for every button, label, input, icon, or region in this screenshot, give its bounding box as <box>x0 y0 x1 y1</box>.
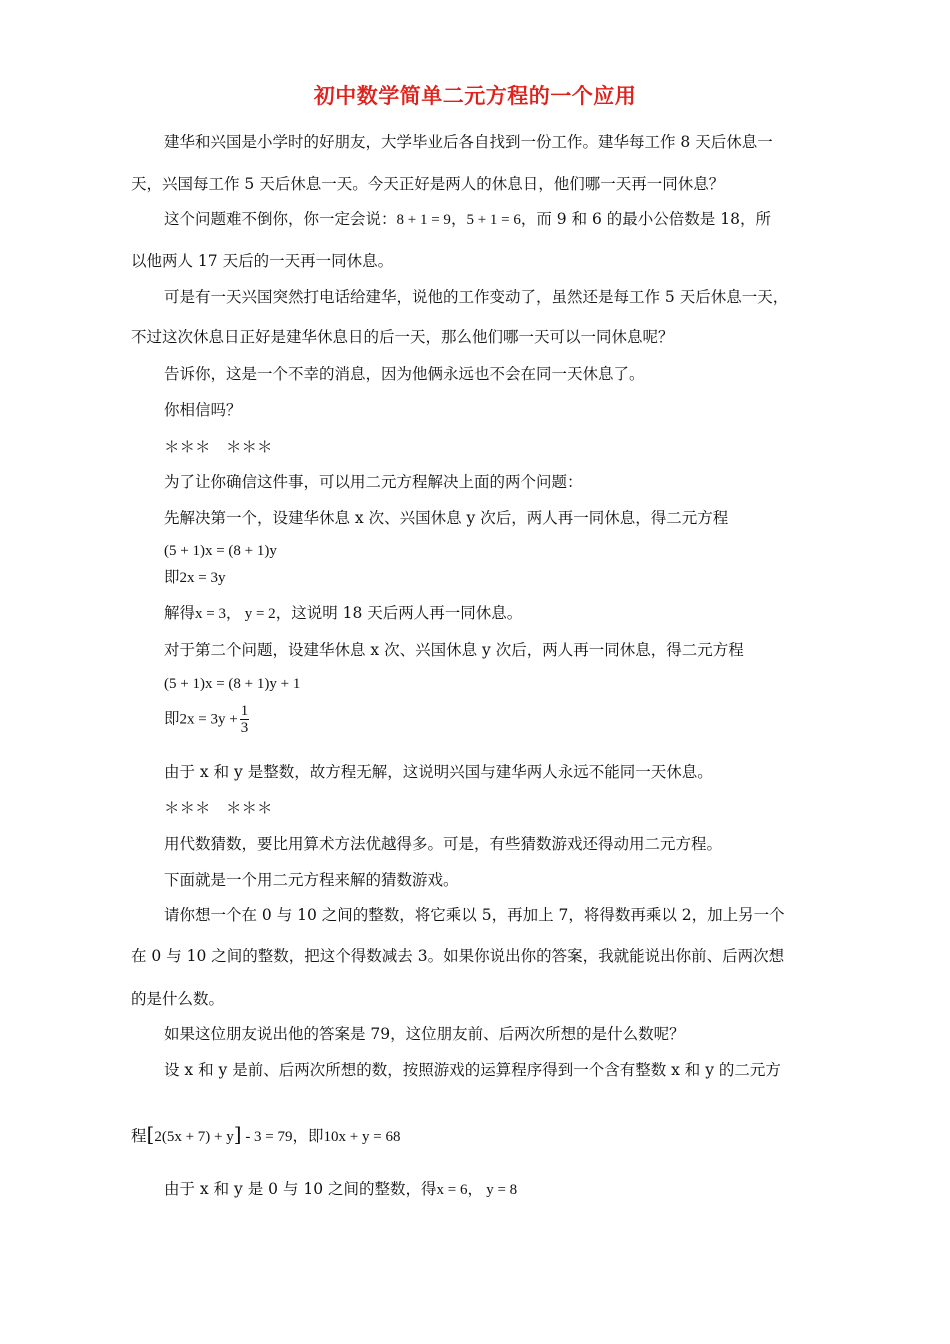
paragraph-line: 设 x 和 y 是前、后两次所想的数，按照游戏的运算程序得到一个含有整数 x 和 y 的二元方 <box>164 1061 781 1079</box>
paragraph-line: 在 0 与 10 之间的整数，把这个得数减去 3。如果你说出你的答案，我就能说出你前、后两次想 <box>131 947 785 965</box>
math-expression: x = 6， y = 8 <box>436 1182 518 1198</box>
math-expression: 5 + 1 = 6 <box>466 212 521 228</box>
paragraph-line: 的是什么数。 <box>131 990 225 1008</box>
text-run: 即 <box>164 568 180 586</box>
paragraph-line <box>164 209 771 230</box>
fraction-numerator: 1 <box>240 703 249 719</box>
math-expression: x = 3， y = 2 <box>195 606 276 622</box>
paragraph-line: 天，兴国每工作 5 天后休息一天。今天正好是两人的休息日，他们哪一天再一同休息？ <box>131 175 725 193</box>
paragraph-line <box>164 1179 517 1200</box>
right-bracket: ] <box>233 1122 242 1146</box>
section-separator: ＊＊＊ ＊＊＊ <box>164 799 273 817</box>
paragraph-line: 下面就是一个用二元方程来解的猜数游戏。 <box>164 871 459 889</box>
paragraph-line <box>164 603 522 624</box>
paragraph-line: 对于第二个问题，设建华休息 x 次、兴国休息 y 次后，两人再一同休息，得二元方程 <box>164 641 744 659</box>
left-bracket: [ <box>146 1122 155 1146</box>
equation: 2x = 3y <box>179 570 226 586</box>
paragraph-line: 不过这次休息日正好是建华休息日的后一天，那么他们哪一天可以一同休息呢？ <box>131 328 674 346</box>
text-run: 解得 <box>164 604 196 622</box>
paragraph-line: 先解决第一个，设建华休息 x 次、兴国休息 y 次后，两人再一同休息，得二元方程 <box>164 509 729 527</box>
math-expression: 2(5x + 7) + y <box>154 1129 234 1145</box>
equation: 10x + y = 68 <box>323 1129 401 1145</box>
paragraph-line: 建华和兴国是小学时的好朋友，大学毕业后各自找到一份工作。建华每工作 8 天后休息一 <box>164 133 773 151</box>
paragraph-line: 如果这位朋友说出他的答案是 79，这位朋友前、后两次所想的是什么数呢？ <box>164 1025 685 1043</box>
equation: 2x = 3y + <box>179 711 238 728</box>
paragraph-line: 由于 x 和 y 是整数，故方程无解，这说明兴国与建华两人永远不能同一天休息。 <box>164 763 713 781</box>
equation-line <box>131 1124 400 1147</box>
text-run: 程 <box>131 1127 147 1145</box>
section-separator: ＊＊＊ ＊＊＊ <box>164 438 273 456</box>
text-run: 由于 x 和 y 是 0 与 10 之间的整数，得 <box>164 1180 437 1198</box>
equation-line <box>164 703 249 736</box>
text-run: ，即 <box>292 1127 324 1145</box>
math-expression: 8 + 1 = 9 <box>396 212 451 228</box>
equation: (5 + 1)x = (8 + 1)y <box>164 543 277 559</box>
text-run: ，这说明 18 天后两人再一同休息。 <box>275 604 523 622</box>
fraction <box>240 703 250 736</box>
text-run: ，而 9 和 6 的最小公倍数是 18，所 <box>520 210 771 228</box>
document-title: 初中数学简单二元方程的一个应用 <box>313 83 637 108</box>
text-run: 这个问题难不倒你，你一定会说： <box>164 210 397 228</box>
paragraph-line: 请你想一个在 0 与 10 之间的整数，将它乘以 5，再加上 7，将得数再乘以 2，加上另一个 <box>164 906 785 924</box>
paragraph-line: 你相信吗？ <box>164 401 242 419</box>
paragraph-line: 为了让你确信这件事，可以用二元方程解决上面的两个问题： <box>164 473 583 491</box>
paragraph-line: 可是有一天兴国突然打电话给建华，说他的工作变动了，虽然还是每工作 5 天后休息一天， <box>164 288 789 306</box>
paragraph-line: 用代数猜数，要比用算术方法优越得多。可是，有些猜数游戏还得动用二元方程。 <box>164 835 723 853</box>
paragraph-line: 告诉你，这是一个不幸的消息，因为他俩永远也不会在同一天休息了。 <box>164 365 645 383</box>
equation: (5 + 1)x = (8 + 1)y + 1 <box>164 676 301 692</box>
text-run: 即 <box>164 709 180 728</box>
fraction-denominator: 3 <box>240 720 249 736</box>
text-run: ， <box>450 210 467 228</box>
equation-line <box>164 567 225 588</box>
math-expression: - 3 = 79 <box>241 1129 293 1145</box>
paragraph-line: 以他两人 17 天后的一天再一同休息。 <box>131 252 394 270</box>
